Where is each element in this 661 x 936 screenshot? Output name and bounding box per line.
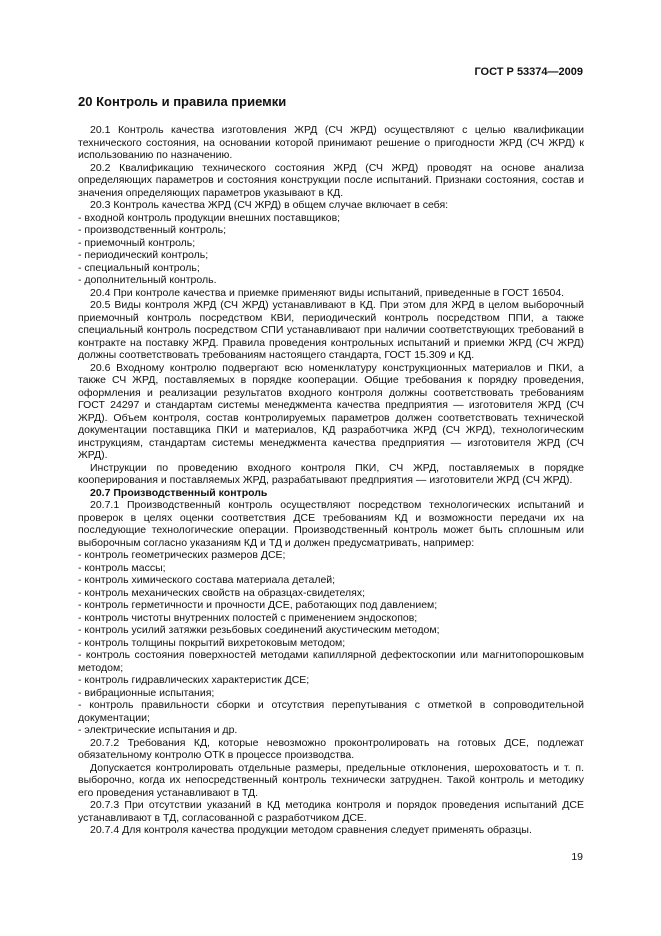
list-item: - контроль состояния поверхностей методами капиллярной дефектоскопии или магнитопорошковым методом;: [78, 649, 584, 674]
list-item: - периодический контроль;: [78, 249, 209, 261]
list-item: - производственный контроль;: [78, 224, 227, 236]
paragraph-20-3: 20.3 Контроль качества ЖРД (СЧ ЖРД) в общем случае включает в себя:: [90, 199, 449, 211]
list-item: - контроль гидравлических характеристик ДСЕ;: [78, 674, 310, 686]
list-item: - контроль герметичности и прочности ДСЕ, работающих под давлением;: [78, 599, 438, 611]
paragraph-20-1: 20.1 Контроль качества изготовления ЖРД (СЧ ЖРД) осуществляют с целью квалификации технического состояния, на основании которой принимают решение о пригодности ЖРД (СЧ ЖРД) к использованию по назначению.: [78, 124, 584, 161]
document-body: [78, 124, 584, 837]
paragraph-sampling: Допускается контролировать отдельные размеры, предельные отклонения, шероховатость и т. п. выборочно, когда их непосредственный контроль технически затруднен. Такой контроль и методику его проведения устанавливают в ТД.: [78, 761, 584, 799]
document-number: ГОСТ Р 53374—2009: [474, 66, 583, 78]
list-item: - контроль механических свойств на образцах-свидетелях;: [78, 586, 366, 599]
list-item: - дополнительный контроль.: [78, 274, 217, 286]
list-item: - приемочный контроль;: [78, 236, 196, 249]
page-number: 19: [571, 851, 583, 863]
list-item: - электрические испытания и др.: [78, 724, 238, 736]
paragraph-20-6: 20.6 Входному контролю подвергают всю номенклатуру конструкционных материалов и ПКИ, а также СЧ ЖРД, поставляемых в порядке кооперации. Общие требования к порядку проведения, оформления и реализации результатов входного контроля должны соответствовать требованиям ГОСТ 24297 и стандартам системы менеджмента качества предприятия — изготовителя ЖРД (СЧ ЖРД). Объем контроля, состав контролируемых параметров должен соответствовать технической документации поставщика ПКИ и материалов, КД разработчика ЖРД (СЧ ЖРД), технологическим инструкциям, стандартам системы менеджмента качества предприятия — изготовителя ЖРД (СЧ ЖРД).: [78, 361, 584, 461]
list-item: - вибрационные испытания;: [78, 686, 215, 699]
paragraph-20-7-2: 20.7.2 Требования КД, которые невозможно проконтролировать на готовых ДСЕ, подлежат обязательному контролю ОТК в процессе производства.: [78, 736, 584, 761]
list-item: - контроль правильности сборки и отсутствия перепутывания с отметкой в сопроводительной документации;: [78, 699, 584, 724]
list-item: - контроль химического состава материала деталей;: [78, 574, 336, 586]
subsection-title-20-7: 20.7 Производственный контроль: [90, 486, 268, 499]
paragraph-20-2: 20.2 Квалификацию технического состояния ЖРД (СЧ ЖРД) проводят на основе анализа определяющих параметров и состояния конструкции после испытаний. Признаки состояния, состав и значения определяющих параметров указывают в КД.: [78, 161, 584, 199]
section-title: 20 Контроль и правила приемки: [78, 94, 287, 109]
list-item: - контроль чистоты внутренних полостей с применением эндоскопов;: [78, 611, 418, 624]
list-item: - контроль толщины покрытий вихретоковым методом;: [78, 636, 346, 649]
list-item: - контроль усилий затяжки резьбовых соединений акустическим методом;: [78, 624, 440, 636]
paragraph-20-4: 20.4 При контроле качества и приемке применяют виды испытаний, приведенные в ГОСТ 16504.: [90, 286, 565, 299]
list-item: - контроль массы;: [78, 561, 166, 574]
paragraph-20-7-1: 20.7.1 Производственный контроль осуществляют посредством технологических испытаний и проверок в целях оценки соответствия ДСЕ требованиям КД и возможности передачи их на последующие технологические операции. Производственный контроль может быть сплошным или выборочным согласно указаниям КД и ТД и должен предусматривать, например:: [78, 499, 584, 549]
paragraph-20-5: 20.5 Виды контроля ЖРД (СЧ ЖРД) устанавливают в КД. При этом для ЖРД в целом выборочный приемочный контроль посредством КВИ, периодический контроль посредством ППИ, а также специальный контроль посредством СПИ устанавливают при наличии соответствующих требований в контракте на поставку ЖРД. Правила проведения контрольных испытаний и приемки ЖРД (СЧ ЖРД) должны соответствовать требованиям настоящего стандарта, ГОСТ 15.309 и КД.: [78, 299, 584, 361]
list-item: - входной контроль продукции внешних поставщиков;: [78, 211, 341, 224]
paragraph-20-7-4: 20.7.4 Для контроля качества продукции методом сравнения следует применять образцы.: [90, 824, 532, 836]
paragraph-instructions: Инструкции по проведению входного контроля ПКИ, СЧ ЖРД, поставляемых в порядке кооперирования и поставляемых ЖРД, разрабатывают предприятия — изготовители ЖРД (СЧ ЖРД).: [78, 461, 584, 486]
list-item: - специальный контроль;: [78, 261, 200, 274]
paragraph-20-7-3: 20.7.3 При отсутствии указаний в КД методика контроля и порядок проведения испытаний ДСЕ устанавливают в ТД, согласованной с разработчиком ДСЕ.: [78, 799, 584, 824]
list-item: - контроль геометрических размеров ДСЕ;: [78, 549, 286, 561]
